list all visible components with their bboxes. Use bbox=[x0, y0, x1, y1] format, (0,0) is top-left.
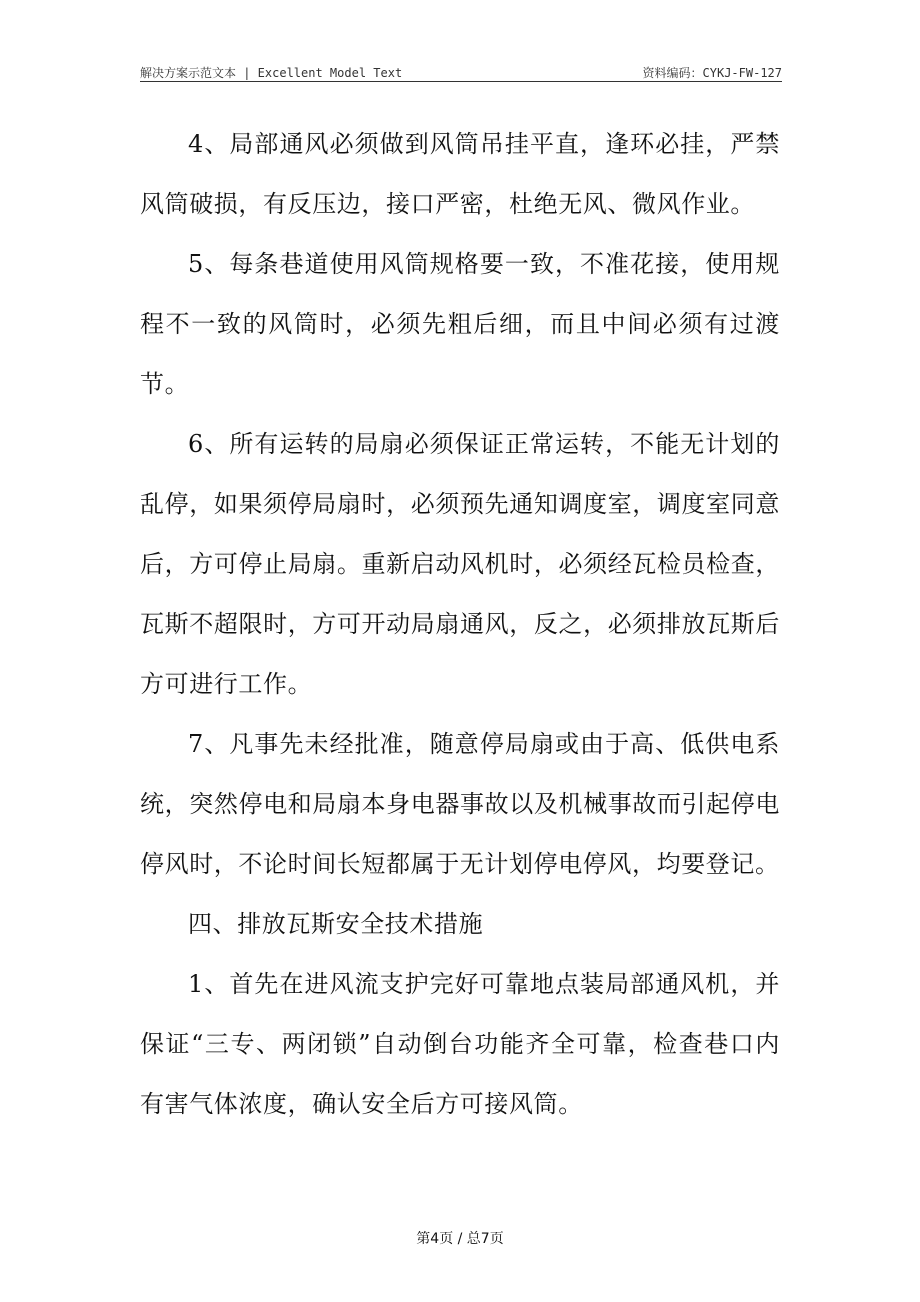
document-code: 资料编码：CYKJ-FW-127 bbox=[642, 66, 782, 80]
document-body bbox=[140, 114, 780, 1134]
header-divider bbox=[140, 81, 782, 82]
paragraph-item-5: 5、每条巷道使用风筒规格要一致，不准花接，使用规程不一致的风筒时，必须先粗后细，而且中间必须有过渡节。 bbox=[140, 250, 780, 398]
header-title: 解决方案示范文本 | Excellent Model Text bbox=[140, 66, 403, 80]
page-number: 第4页 / 总7页 bbox=[416, 1231, 504, 1247]
section-heading: 四、排放瓦斯安全技术措施 bbox=[188, 910, 484, 938]
paragraph-item-7: 7、凡事先未经批准，随意停局扇或由于高、低供电系统，突然停电和局扇本身电器事故以及机械事故而引起停电停风时，不论时间长短都属于无计划停电停风，均要登记。 bbox=[140, 730, 780, 878]
paragraph-item-6: 6、所有运转的局扇必须保证正常运转，不能无计划的乱停，如果须停局扇时，必须预先通知调度室，调度室同意后，方可停止局扇。重新启动风机时，必须经瓦检员检查，瓦斯不超限时，方可开动局扇通风，反之，必须排放瓦斯后方可进行工作。 bbox=[140, 430, 780, 698]
paragraph-item-4: 4、局部通风必须做到风筒吊挂平直，逢环必挂，严禁风筒破损，有反压边，接口严密，杜绝无风、微风作业。 bbox=[140, 130, 780, 218]
paragraph-item-1: 1、首先在进风流支护完好可靠地点装局部通风机，并保证“三专、两闭锁”自动倒台功能齐全可靠，检查巷口内有害气体浓度，确认安全后方可接风筒。 bbox=[140, 970, 780, 1118]
